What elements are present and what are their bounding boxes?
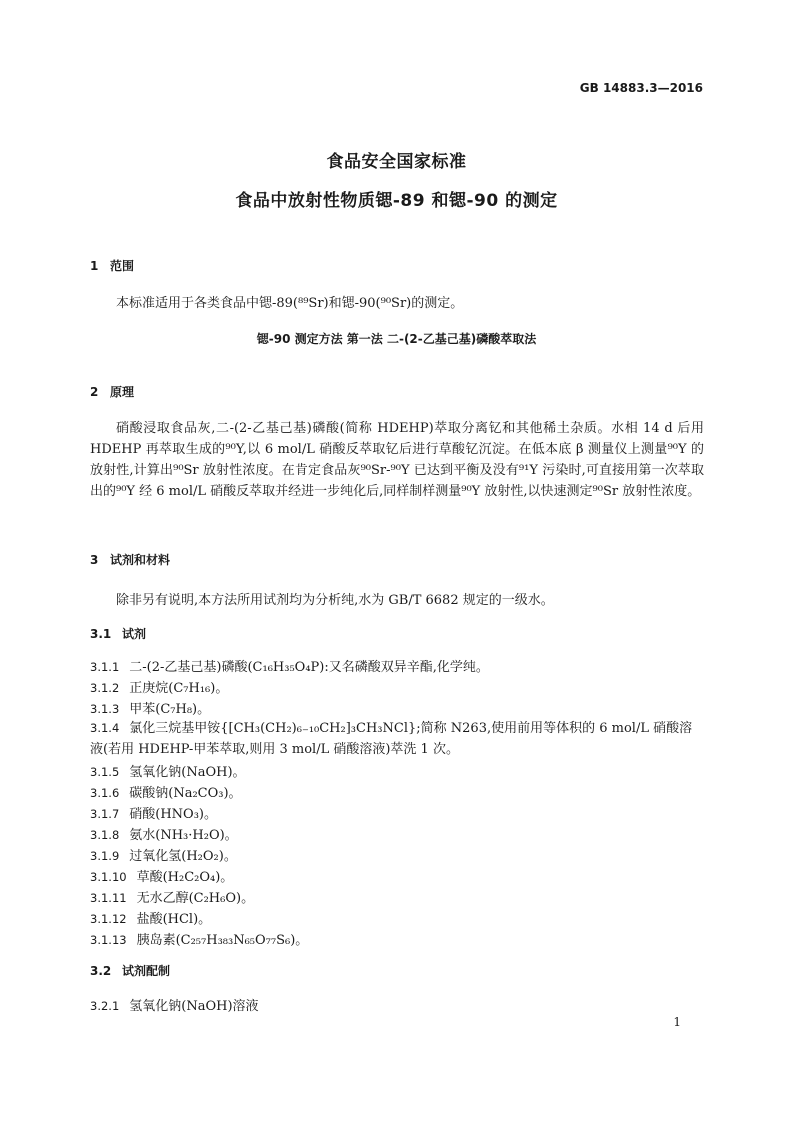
reagent-item (90, 887, 254, 906)
item-text: 氨水(NH₃·H₂O)。 (129, 828, 238, 843)
reagent-item (90, 782, 242, 801)
reagent-item (90, 845, 237, 864)
section-3-heading (90, 551, 170, 568)
section-1-heading (90, 257, 134, 274)
item-text: 硝酸(HNO₃)。 (129, 807, 217, 822)
item-number: 3.1.4 (90, 721, 120, 735)
reagent-item (90, 656, 489, 675)
page-number: 1 (673, 1015, 681, 1029)
item-number: 3.1.6 (90, 786, 120, 800)
item-number: 3.1.1 (90, 660, 120, 674)
item-number: 3.1.8 (90, 828, 120, 842)
item-text: 二-(2-乙基己基)磷酸(C₁₆H₃₅O₄P):又名磷酸双异辛酯,化学纯。 (129, 660, 489, 675)
item-text: 过氧化氢(H₂O₂)。 (129, 849, 237, 864)
item-text: 草酸(H₂C₂O₄)。 (136, 870, 234, 885)
paragraph: 硝酸浸取食品灰,二-(2-乙基己基)磷酸(简称 HDEHP)萃取分离钇和其他稀土杂质。水相 14 d 后用 HDEHP 再萃取生成的⁹⁰Y,以 6 mol/L 硝酸反萃取钇后进行草酸钇沉淀。在低本底 β 测量仪上测量⁹⁰Y 的放射性,计算出⁹⁰Sr 放射性浓度。在肯定食品灰⁹⁰Sr-⁹⁰Y 已达到平衡及没有⁹¹Y 污染时,可直接用第一次萃取出的⁹⁰Y 经 6 mol/L 硝酸反萃取并经进一步纯化后,同样制样测量⁹⁰Y 放射性,以快速测定⁹⁰Sr 放射性浓度。 (90, 421, 704, 499)
section-number: 1 (90, 259, 99, 273)
section-number: 2 (90, 385, 99, 399)
section-title: 试剂 (122, 627, 147, 641)
item-number: 3.1.13 (90, 933, 127, 947)
section-3-1-heading (90, 625, 146, 642)
reagent-item (90, 929, 308, 948)
section-title: 试剂配制 (122, 964, 171, 978)
reagent-item (90, 803, 217, 822)
item-text: 无水乙醇(C₂H₆O)。 (136, 891, 255, 906)
section-number: 3 (90, 553, 99, 567)
item-text: 碳酸钠(Na₂CO₃)。 (129, 786, 242, 801)
reagent-item (90, 718, 704, 760)
section-number: 3.2 (90, 964, 112, 978)
document-title-line1: 食品安全国家标准 (326, 152, 467, 172)
section-3-text (90, 590, 704, 611)
item-number: 3.1.7 (90, 807, 120, 821)
section-3-2-heading (90, 962, 170, 979)
item-text: 盐酸(HCl)。 (136, 912, 212, 927)
paragraph: 本标准适用于各类食品中锶-89(⁸⁹Sr)和锶-90(⁹⁰Sr)的测定。 (116, 296, 464, 311)
method-title: 锶-90 测定方法 第一法 二-(2-乙基己基)磷酸萃取法 (256, 332, 537, 346)
reagent-item (90, 866, 233, 885)
item-text: 氢氧化钠(NaOH)溶液 (129, 999, 259, 1014)
item-text: 氢氧化钠(NaOH)。 (129, 765, 246, 780)
section-2-text (90, 418, 704, 502)
reagent-item (90, 908, 211, 927)
document-title-line2: 食品中放射性物质锶-89 和锶-90 的测定 (235, 191, 558, 211)
subsection-item (90, 995, 259, 1014)
reagent-item (90, 698, 210, 717)
section-title: 原理 (110, 385, 135, 399)
item-number: 3.1.3 (90, 702, 120, 716)
section-number: 3.1 (90, 627, 112, 641)
section-title: 试剂和材料 (110, 553, 171, 567)
item-number: 3.1.11 (90, 891, 127, 905)
item-text: 正庚烷(C₇H₁₆)。 (129, 681, 229, 696)
standard-number: GB 14883.3—2016 (579, 81, 703, 95)
item-text: 甲苯(C₇H₈)。 (129, 702, 211, 717)
item-number: 3.1.5 (90, 765, 120, 779)
reagent-item (90, 761, 246, 780)
paragraph: 除非另有说明,本方法所用试剂均为分析纯,水为 GB/T 6682 规定的一级水。 (116, 593, 554, 608)
item-text: 氯化三烷基甲铵{[CH₃(CH₂)₆₋₁₀CH₂]₃CH₃NCl};简称 N263,使用前用等体积的 6 mol/L 硝酸溶液(若用 HDEHP-甲苯萃取,则用 3 mol/L 硝酸溶液)萃洗 1 次。 (90, 721, 693, 757)
section-1-text (90, 293, 704, 314)
item-text: 胰岛素(C₂₅₇H₃₈₃N₆₅O₇₇S₆)。 (136, 933, 309, 948)
section-2-heading (90, 383, 134, 400)
item-number: 3.1.2 (90, 681, 120, 695)
section-title: 范围 (110, 259, 135, 273)
item-number: 3.1.10 (90, 870, 127, 884)
item-number: 3.1.12 (90, 912, 127, 926)
item-number: 3.2.1 (90, 999, 120, 1013)
reagent-item (90, 677, 228, 696)
item-number: 3.1.9 (90, 849, 120, 863)
reagent-item (90, 824, 238, 843)
